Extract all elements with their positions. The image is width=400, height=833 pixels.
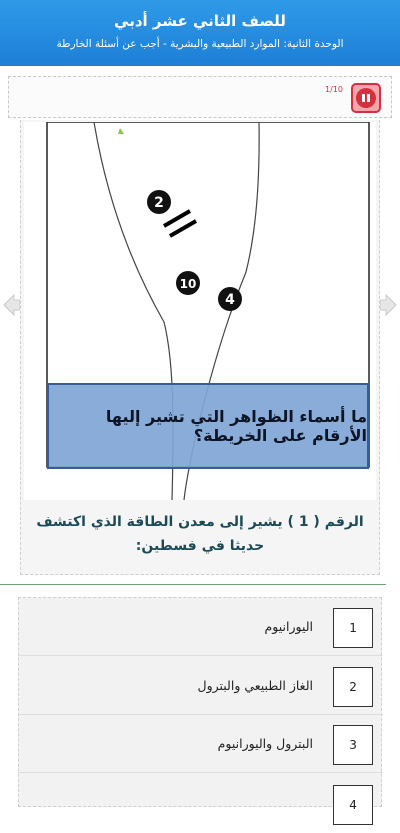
- map-marker-10: 10: [179, 277, 197, 291]
- answer-option-4[interactable]: [19, 775, 383, 833]
- next-arrow-icon[interactable]: [378, 290, 400, 320]
- answer-label: الغاز الطبيعي والبترول: [197, 678, 313, 693]
- page-subtitle: الوحدة الثانية: الموارد الطبيعية والبشرية - أجب عن أسئلة الخارطة: [56, 38, 344, 50]
- divider: [0, 584, 386, 585]
- app-header: [0, 0, 400, 66]
- map-marker-2: 2: [154, 195, 164, 211]
- answer-number: 1: [333, 608, 373, 648]
- banner-text: ما أسماء الظواهر التي تشير إليها الأرقام على الخريطة؟: [105, 407, 367, 445]
- question-counter: 1/10: [325, 85, 343, 94]
- answer-label: اليورانيوم: [264, 619, 313, 634]
- page-title: للصف الثاني عشر أدبي: [114, 12, 286, 30]
- answer-option-2[interactable]: [19, 657, 383, 715]
- quiz-toolbar: [8, 76, 392, 118]
- map-marker-4: 4: [225, 292, 235, 308]
- pause-button[interactable]: [351, 83, 381, 113]
- answer-number: 3: [333, 725, 373, 765]
- question-text: الرقم ( 1 ) يشير إلى معدن الطاقة الذي اكتشف حديثا في فسطين:: [36, 514, 364, 554]
- prev-arrow-icon[interactable]: [0, 290, 22, 320]
- map-question-banner: [47, 383, 369, 469]
- answer-option-1[interactable]: [19, 598, 383, 656]
- pause-icon: [356, 88, 376, 108]
- answer-number: 4: [333, 785, 373, 825]
- answer-list: [18, 597, 382, 812]
- answer-label: البترول واليورانيوم: [217, 736, 313, 751]
- answer-option-3[interactable]: [19, 715, 383, 773]
- answer-number: 2: [333, 667, 373, 707]
